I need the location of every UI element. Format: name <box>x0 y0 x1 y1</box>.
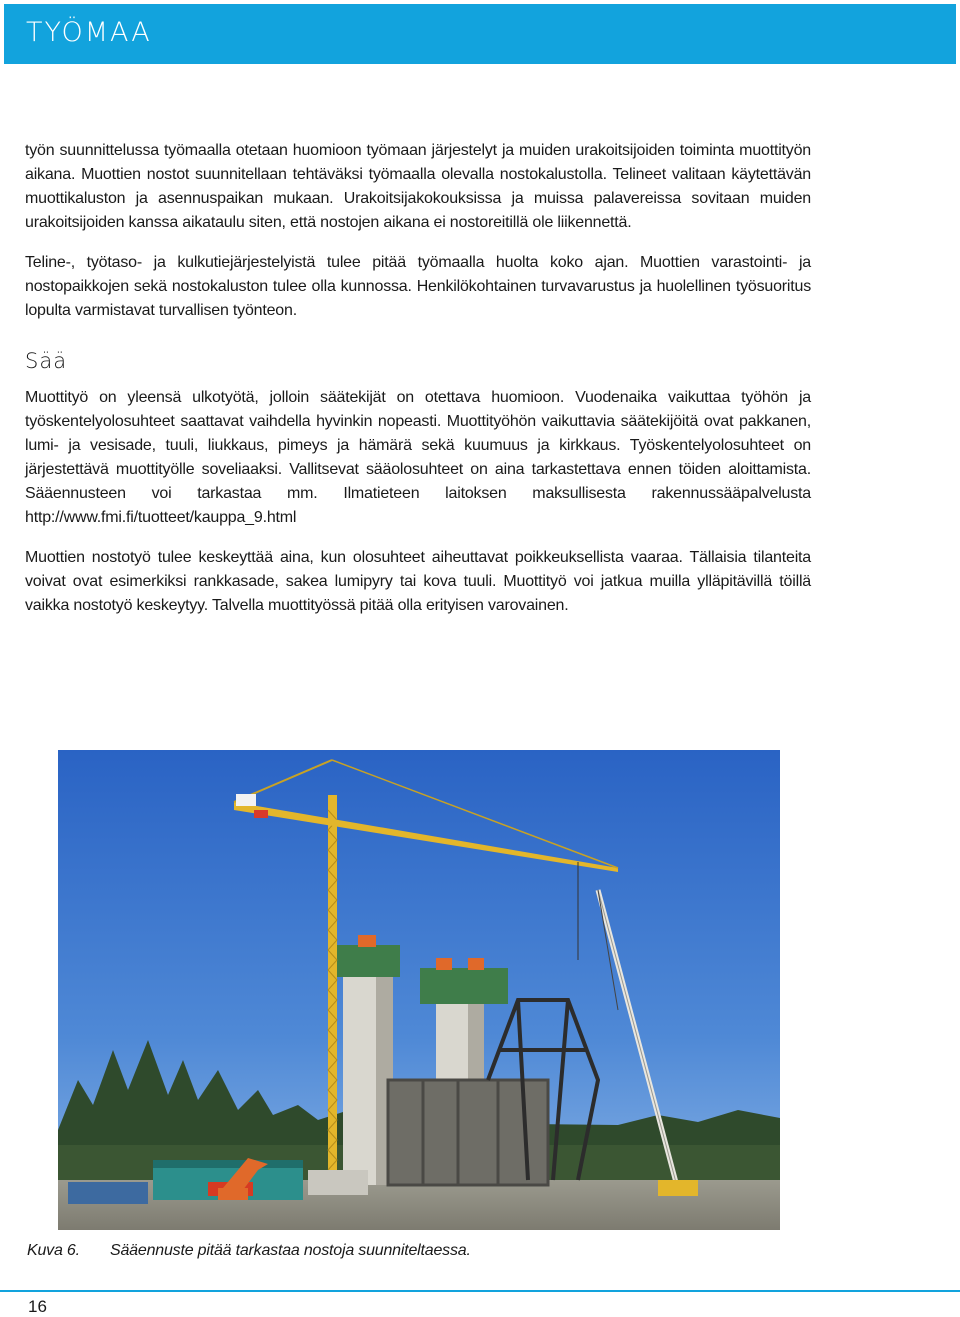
figure-caption: Sääennuste pitää tarkastaa nostoja suunniteltaessa. <box>110 1242 471 1259</box>
page-number: 16 <box>28 1297 47 1316</box>
figure-label: Kuva 6. <box>27 1242 80 1259</box>
paragraph-lifting-interruption: Muottien nostotyö tulee keskeyttää aina, kun olosuhteet aiheuttavat poikkeuksellista vaaraa. Tällaisia tilanteita voivat ovat esimerkiksi rankkasade, sakea lumipyry tai kova tuuli. Muottityö voi jatkua muilla ylläpitävillä töillä vaikka nostotyö keskeytyy. Talvella muottityössä pitää olla erityisen varovainen. <box>25 549 811 614</box>
construction-site-photo <box>58 750 780 1230</box>
paragraph-planning: työn suunnittelussa työmaalla otetaan huomioon työmaan järjestelyt ja muiden urakoitsijoiden toiminta muottityön aikana. Muottien nostot suunnitellaan tehtäväksi työmaalla olevalla nostokalustolla. Telineet valitaan käytettävän muottikaluston ja asennuspaikan mukaan. Urakoitsijakokouksissa ja muissa palavereissa sovitaan muiden urakoitsijoiden kanssa aikataulu siten, että nostojen aikana ei nostoreitillä ole liikennettä. <box>25 142 811 231</box>
paragraph-scaffolding: Teline-, työtaso- ja kulkutiejärjestelyistä tulee pitää työmaalla huolta koko ajan. Muottien varastointi- ja nostopaikkojen sekä nostokaluston tulee olla kunnossa. Henkilökohtainen turvavarustus ja huolellinen työsuoritus lopulta varmistavat turvallisen työnteon. <box>25 254 811 319</box>
footer-rule <box>0 1290 960 1292</box>
paragraph-weather-factors: Muottityö on yleensä ulkotyötä, jolloin säätekijät on otettava huomioon. Vuodenaika vaikuttaa työhön ja työskentelyolosuhteet saattavat vaihdella hyvinkin nopeasti. Muottityöhön vaikuttavia säätekijöitä ovat pakkanen, lumi- ja vesisade, tuuli, liukkaus, pimeys ja hämärä sekä kuumuus ja kirkkaus. Työskentelyolosuhteet on järjestettävä muottityölle soveliaaksi. Vallitsevat sääolosuhteet on aina tarkastettava ennen töiden aloittamista. Sääennusteen voi tarkastaa mm. Ilmatieteen laitoksen maksullisesta rakennussääpalvelusta http://www.fmi.fi/tuotteet/kauppa_9.html <box>25 389 811 526</box>
page-header-title: TYÖMAA <box>26 17 152 48</box>
page-header-bar <box>4 4 956 64</box>
section-title-weather: Sää <box>25 349 68 373</box>
